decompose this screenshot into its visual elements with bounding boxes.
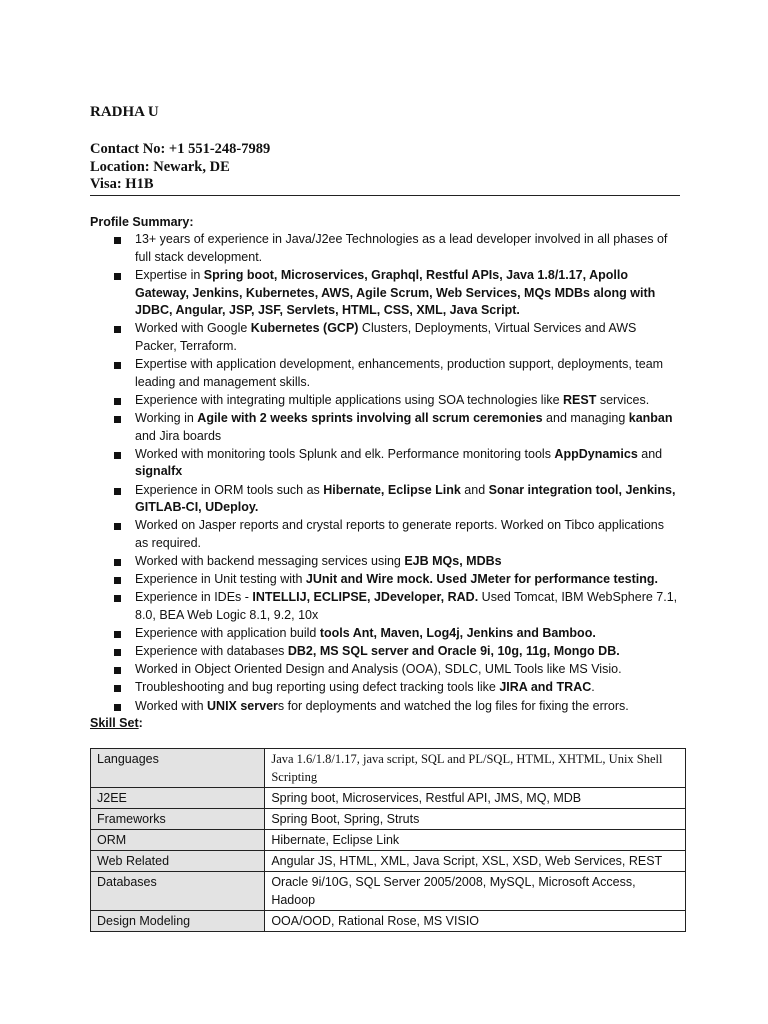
summary-text-bold: Agile with 2 weeks sprints involving all scrum ceremonies <box>197 410 543 425</box>
location: Location: Newark, DE <box>90 158 230 175</box>
skill-row <box>91 749 686 788</box>
summary-text: s for deployments and watched the log files for fixing the errors. <box>277 698 629 713</box>
summary-text: Expertise in <box>135 267 204 282</box>
summary-text: and Jira boards <box>135 428 222 443</box>
skill-row <box>91 788 686 809</box>
summary-text-bold: tools Ant, Maven, Log4j, Jenkins and Bamboo. <box>319 626 596 641</box>
summary-item <box>112 679 678 697</box>
contact-number: Contact No: +1 551-248-7989 <box>90 141 271 157</box>
summary-item <box>112 643 678 661</box>
skill-row <box>91 851 686 872</box>
skill-values: Oracle 9i/10G, SQL Server 2005/2008, MySQL, Microsoft Access, Hadoop <box>265 872 686 911</box>
bullet-square-icon <box>114 488 121 495</box>
skill-category: Frameworks <box>91 809 265 830</box>
bullet-square-icon <box>114 595 121 602</box>
summary-text: services. <box>596 392 650 407</box>
summary-text-bold: REST <box>563 392 597 407</box>
summary-text: Clusters, Deployments, Virtual Services and AWS Packer, Terraform. <box>135 321 637 353</box>
summary-item <box>112 589 678 624</box>
skill-set-heading <box>90 716 143 730</box>
bullet-square-icon <box>114 577 121 584</box>
bullet-square-icon <box>114 649 121 656</box>
summary-text-bold: Sonar integration tool, Jenkins, GITLAB-CI, UDeploy. <box>135 482 676 515</box>
bullet-square-icon <box>114 559 121 566</box>
summary-text: Experience in Unit testing with <box>135 572 306 587</box>
skill-values: Angular JS, HTML, XML, Java Script, XSL, XSD, Web Services, REST <box>265 851 686 872</box>
skill-category: Databases <box>91 872 265 911</box>
summary-text-bold: DB2, MS SQL server and Oracle 9i, 10g, 11g, Mongo DB. <box>287 644 620 659</box>
skill-row <box>91 911 686 932</box>
profile-summary-heading: Profile Summary: <box>90 215 194 229</box>
summary-text-bold: AppDynamics <box>554 446 638 461</box>
summary-item <box>112 553 678 571</box>
summary-text-bold: signalfx <box>135 464 183 479</box>
summary-text: Experience with databases <box>135 644 288 659</box>
summary-text: Worked with Google <box>135 321 251 336</box>
skill-category: Design Modeling <box>91 911 265 932</box>
summary-item <box>112 446 678 481</box>
skill-row <box>91 830 686 851</box>
contact-block <box>90 141 270 194</box>
summary-text-bold: EJB MQs, MDBs <box>404 554 502 569</box>
bullet-square-icon <box>114 362 121 369</box>
bullet-square-icon <box>114 273 121 280</box>
summary-text-bold: JUnit and Wire mock. Used JMeter for performance testing. <box>305 572 658 587</box>
summary-text: Troubleshooting and bug reporting using defect tracking tools like <box>135 680 500 695</box>
summary-text: Worked with backend messaging services using <box>135 554 405 569</box>
summary-item <box>112 698 678 716</box>
bullet-square-icon <box>114 704 121 711</box>
summary-text: Worked with monitoring tools Splunk and elk. Performance monitoring tools <box>135 446 555 461</box>
skill-category: ORM <box>91 830 265 851</box>
skill-values: Java 1.6/1.8/1.17, java script, SQL and PL/SQL, HTML, XHTML, Unix Shell Scripting <box>265 749 686 788</box>
bullet-square-icon <box>114 452 121 459</box>
summary-text: Working in <box>135 410 198 425</box>
summary-item <box>112 356 678 391</box>
summary-text-bold: JIRA and TRAC <box>499 680 592 695</box>
summary-text-bold: INTELLIJ, ECLIPSE, JDeveloper, RAD. <box>252 590 479 605</box>
summary-text-bold: Spring boot, Microservices, Graphql, Restful APIs, Java 1.8/1.17, Apollo Gateway, Jenkins, Kubernetes, AWS, Agile Scrum, Web Services, MQs MDBs along with JDBC, Angular, JSP, JSF, Servlets, HTML, CSS, XML, Java Script. <box>135 267 656 318</box>
skill-values: Spring boot, Microservices, Restful API, JMS, MQ, MDB <box>265 788 686 809</box>
skill-set-colon: : <box>138 716 143 730</box>
summary-text-bold: UNIX server <box>207 698 278 713</box>
summary-text: 13+ years of experience in Java/J2ee Technologies as a lead developer involved in all phases of full stack development. <box>135 232 668 264</box>
summary-text: Experience in IDEs - <box>135 590 253 605</box>
bullet-square-icon <box>114 237 121 244</box>
summary-text-bold: Kubernetes (GCP) <box>250 321 359 336</box>
skill-category: Web Related <box>91 851 265 872</box>
summary-item <box>112 267 678 320</box>
summary-text: Worked with <box>135 698 208 713</box>
bullet-square-icon <box>114 631 121 638</box>
skill-row <box>91 872 686 911</box>
skill-category: Languages <box>91 749 265 788</box>
bullet-square-icon <box>114 416 121 423</box>
bullet-square-icon <box>114 667 121 674</box>
bullet-square-icon <box>114 685 121 692</box>
summary-text: and <box>637 446 663 461</box>
skill-values: Spring Boot, Spring, Struts <box>265 809 686 830</box>
summary-item <box>112 517 678 552</box>
header-divider <box>90 195 680 196</box>
summary-text: Experience with application build <box>135 626 320 641</box>
bullet-square-icon <box>114 398 121 405</box>
skills-table <box>90 748 686 932</box>
summary-text-bold: kanban <box>628 410 673 425</box>
bullet-square-icon <box>114 326 121 333</box>
summary-text: Used Tomcat, IBM WebSphere 7.1, 8.0, BEA Web Logic 8.1, 9.2, 10x <box>135 590 678 623</box>
summary-item <box>112 392 678 410</box>
summary-item <box>112 410 678 445</box>
skill-row <box>91 809 686 830</box>
summary-item <box>112 482 678 517</box>
skill-set-label: Skill Set <box>90 716 139 730</box>
bullet-square-icon <box>114 523 121 530</box>
summary-text: Worked on Jasper reports and crystal reports to generate reports. Worked on Tibco applications as required. <box>135 518 664 551</box>
skill-category: J2EE <box>91 788 265 809</box>
candidate-name: RADHA U <box>90 104 159 120</box>
summary-text: . <box>591 680 595 695</box>
summary-text: and <box>460 482 489 497</box>
summary-text: and managing <box>542 410 629 425</box>
summary-item <box>112 661 678 679</box>
profile-summary-list <box>112 231 678 716</box>
summary-text: Expertise with application development, enhancements, production support, deployments, team leading and management skills. <box>135 357 664 389</box>
skill-values: OOA/OOD, Rational Rose, MS VISIO <box>265 911 686 932</box>
skill-values: Hibernate, Eclipse Link <box>265 830 686 851</box>
summary-text-bold: Hibernate, Eclipse Link <box>323 482 461 497</box>
summary-item <box>112 231 678 266</box>
summary-item <box>112 320 678 355</box>
visa-status: Visa: H1B <box>90 176 154 192</box>
summary-text: Worked in Object Oriented Design and Analysis (OOA), SDLC, UML Tools like MS Visio. <box>135 662 622 677</box>
summary-item <box>112 571 678 589</box>
summary-text: Experience with integrating multiple applications using SOA technologies like <box>135 392 564 407</box>
summary-item <box>112 625 678 643</box>
summary-text: Experience in ORM tools such as <box>135 482 324 497</box>
